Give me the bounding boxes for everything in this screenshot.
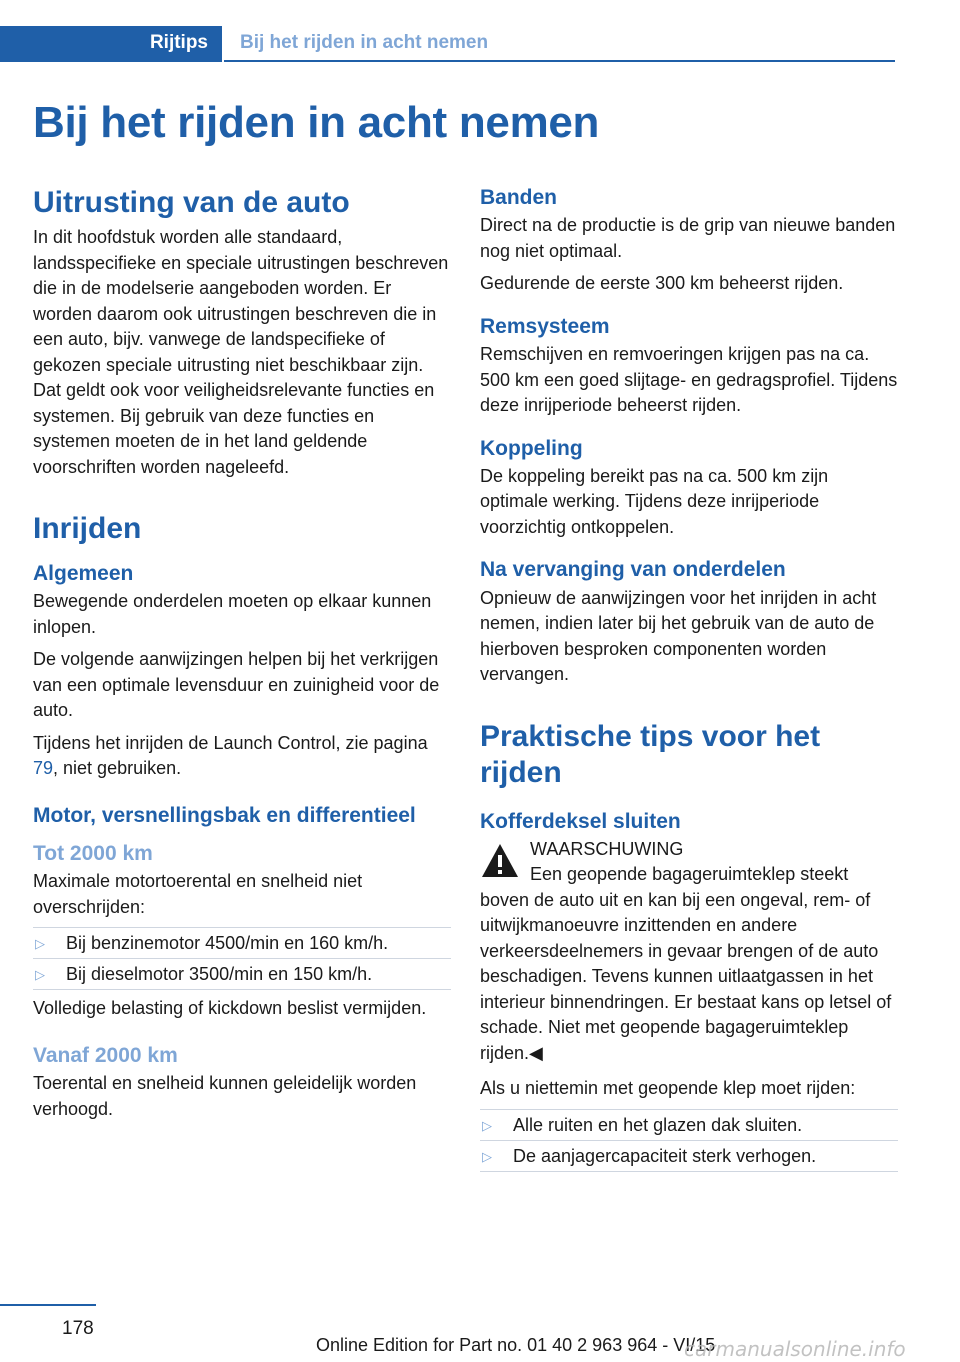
chapter-label: Bij het rijden in acht nemen: [240, 32, 489, 53]
list-item: ▷ Bij dieselmotor 3500/min en 150 km/h.: [33, 958, 451, 990]
text-algemeen-3: Tijdens het inrijden de Launch Control, zie pagina 79, niet gebruiken.: [33, 732, 428, 779]
footer-divider: [0, 1304, 96, 1306]
right-column: [480, 185, 898, 1178]
heading-kofferdeksel: Kofferdeksel sluiten: [480, 809, 681, 833]
warning-triangle-icon: [480, 841, 520, 881]
bullet-triangle-icon: ▷: [35, 936, 45, 952]
warning-text: boven de auto uit en kan bij een ongeval, rem- of uitwijkmanoeuvre inzittenden en andere verkeersdeelnemers in gevaar brengen of de auto beschadigen. Tevens kunnen uitlaatgassen in het interieur binnendringen. Er bestaat kans op letsel of schade. Niet met geopende bagageruimteklep rijden.◀: [480, 889, 892, 1063]
list-item: ▷ De aanjagercapaciteit sterk verhogen.: [480, 1140, 898, 1172]
list-item: ▷ Bij benzinemotor 4500/min en 160 km/h.: [33, 927, 451, 958]
text-banden-1: Direct na de productie is de grip van nieuwe banden nog niet optimaal.: [480, 215, 896, 261]
text-vanaf-2000: Toerental en snelheid kunnen geleidelijk worden verhoogd.: [33, 1073, 417, 1119]
warning-text-first-line: Een geopende bagageruimteklep steekt: [530, 864, 849, 885]
section-label: Rijtips: [149, 32, 208, 53]
section-tab[interactable]: [0, 26, 222, 62]
heading-tot-2000: Tot 2000 km: [33, 842, 153, 865]
text-koppeling: De koppeling bereikt pas na ca. 500 km zijn optimale werking. Tijdens deze inrijperiode voorzichtig ontkoppelen.: [480, 465, 829, 537]
text-vervanging: Opnieuw de aanwijzingen voor het inrijden in acht nemen, indien later bij het gebruik van de auto de hierboven besproken componenten worden vervangen.: [480, 587, 877, 684]
heading-vanaf-2000: Vanaf 2000 km: [33, 1043, 178, 1067]
edition-text: Online Edition for Part no. 01 40 2 963 964 - VI/15: [316, 1335, 716, 1355]
header-bar: [0, 26, 895, 62]
page-number: 178: [62, 1318, 94, 1339]
list-tips: [480, 1109, 898, 1172]
heading-uitrusting: Uitrusting van de auto: [33, 186, 350, 219]
page-link[interactable]: 79: [33, 758, 54, 779]
watermark: carmanualsonline.info: [684, 1337, 906, 1361]
bullet-triangle-icon: ▷: [482, 1148, 492, 1164]
heading-koppeling: Koppeling: [480, 436, 583, 460]
heading-remsysteem: Remsysteem: [480, 314, 610, 338]
heading-inrijden: Inrijden: [33, 512, 142, 545]
text-als-u: Als u niettemin met geopende klep moet rijden:: [480, 1078, 856, 1099]
text-algemeen-2: De volgende aanwijzingen helpen bij het verkrijgen van een optimale levensduur en zuinigheid voor de auto.: [33, 649, 440, 721]
text-banden-2: Gedurende de eerste 300 km beheerst rijden.: [480, 273, 844, 294]
page-title: Bij het rijden in acht nemen: [33, 98, 600, 147]
warning-block: [480, 837, 898, 1067]
warning-label: WAARSCHUWING: [530, 838, 684, 859]
text-algemeen-1: Bewegende onderdelen moeten op elkaar kunnen inlopen.: [33, 591, 432, 637]
text-volledige: Volledige belasting of kickdown beslist vermijden.: [33, 998, 427, 1019]
heading-motor: Motor, versnellingsbak en differentieel: [33, 803, 416, 827]
heading-praktische-tips: Praktische tips voor het rijden: [480, 719, 821, 789]
list-limits: [33, 927, 451, 990]
text-tot-2000: Maximale motortoerental en snelheid niet overschrijden:: [33, 871, 363, 917]
bullet-triangle-icon: ▷: [35, 967, 45, 983]
text-uitrusting: In dit hoofdstuk worden alle standaard, landsspecifieke en speciale uitrustingen beschreven die in de modelserie aangeboden worden. Er worden daarom ook uitrustingen beschreven die in een auto, bijv. vanwege de landspecifieke of gekozen speciale uitrusting niet beschikbaar zijn. Dat geldt ook voor veiligheidsrelevante functies en systemen. Bij gebruik van deze functies en systemen moeten de in het land geldende voorschriften worden nageleefd.: [33, 227, 449, 477]
left-column: [33, 185, 451, 1129]
heading-algemeen: Algemeen: [33, 562, 134, 585]
bullet-triangle-icon: ▷: [482, 1117, 492, 1133]
heading-banden: Banden: [480, 186, 558, 209]
text-remsysteem: Remschijven en remvoeringen krijgen pas na ca. 500 km een goed slijtage- en gedragsprofiel. Tijdens deze inrijperiode beheerst rijden.: [480, 344, 898, 415]
list-item: ▷ Alle ruiten en het glazen dak sluiten.: [480, 1109, 898, 1140]
chapter-tab[interactable]: [224, 26, 895, 62]
heading-vervanging: Na vervanging van onderdelen: [480, 558, 786, 582]
